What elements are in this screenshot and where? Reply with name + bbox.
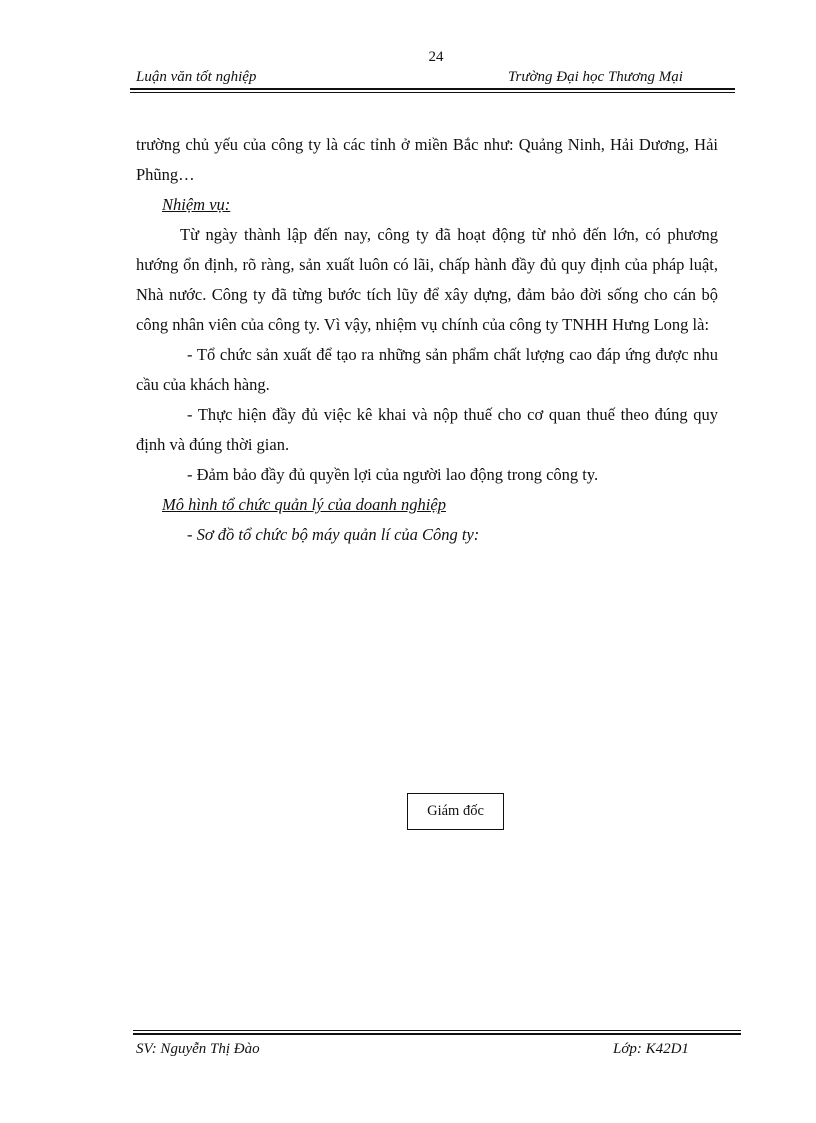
footer-rule-thin	[133, 1030, 741, 1031]
footer-class-code: Lớp: K42D1	[613, 1041, 689, 1057]
paragraph-mission: Từ ngày thành lập đến nay, công ty đã hoạt động từ nhỏ đến lớn, có phương hướng ổn định, rõ ràng, sản xuất luôn có lãi, chấp hành đầy đủ quy định của pháp luật, Nhà nước. Công ty đã từng bước tích lũy để xây dựng, đảm bảo đời sống cho cán bộ công nhân viên của công ty. Vì vậy, nhiệm vụ chính của công ty TNHH Hưng Long là:	[136, 225, 718, 334]
bullet-item-2: - Thực hiện đầy đủ việc kê khai và nộp thuế cho cơ quan thuế theo đúng quy định và đúng thời gian.	[136, 405, 718, 454]
heading-mission: Nhiệm vụ:	[162, 195, 231, 214]
document-body	[136, 130, 718, 550]
bullet-item-1: - Tổ chức sản xuất để tạo ra những sản phẩm chất lượng cao đáp ứng được nhu cầu của khách hàng.	[136, 345, 718, 394]
footer-rule	[133, 1033, 741, 1035]
sub-heading-org-chart: - Sơ đồ tổ chức bộ máy quản lí của Công ty:	[187, 525, 480, 544]
org-chart-director-label: Giám đốc	[427, 803, 484, 819]
footer-student-name: SV: Nguyễn Thị Đào	[136, 1041, 260, 1057]
heading-org-model: Mô hình tổ chức quản lý của doanh nghiệp	[162, 495, 446, 514]
header-university-label: Trường Đại học Thương Mại	[508, 69, 683, 85]
bullet-item-3: - Đảm bảo đầy đủ quyền lợi của người lao động trong công ty.	[187, 465, 599, 484]
header-thesis-label: Luận văn tốt nghiệp	[136, 69, 257, 85]
page-number: 24	[428, 49, 444, 65]
header-rule-thin	[130, 92, 735, 93]
org-chart-director-box	[407, 793, 504, 830]
header-rule	[130, 88, 735, 90]
paragraph-continuation: trường chủ yếu của công ty là các tỉnh ở miền Bắc như: Quảng Ninh, Hải Dương, Hải Phũng…	[136, 135, 718, 184]
